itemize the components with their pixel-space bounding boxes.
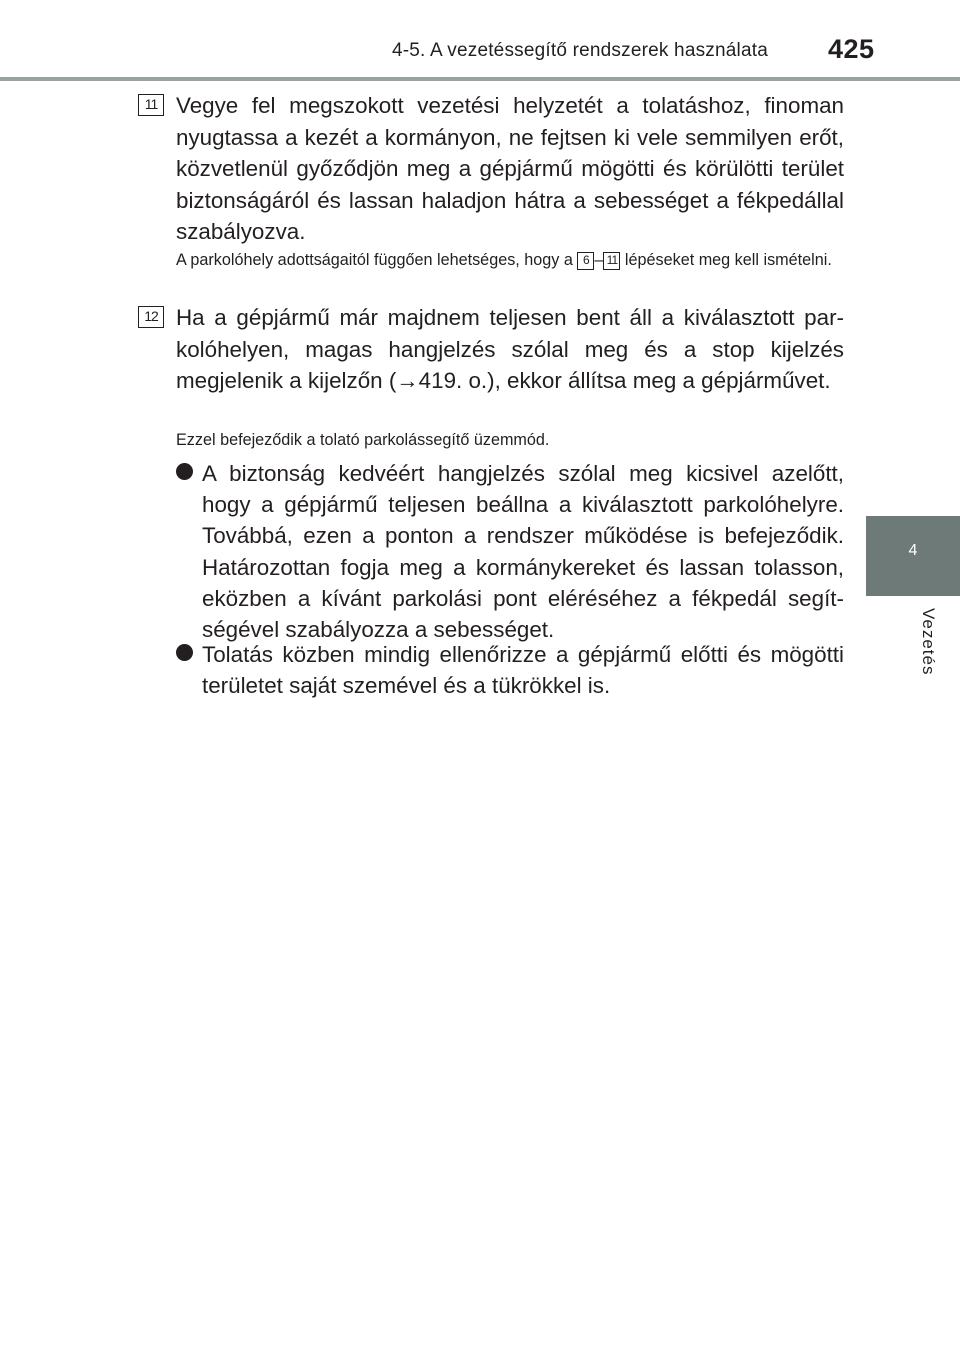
- step-11-note: [176, 250, 844, 270]
- bullet-text: A biztonság kedvéért hangjelzés szólal meg kicsivel azelőtt, hogy a gépjármű teljesen beállna a kiválasztott parkolóhelyre. Továbbá, ezen a ponton a rendszer működése is befejeződik. Határozottan fogja meg a kormánykereket és lassan tolasson, eközben a kívánt parkolási pont eléréséhez a fékpedál segítségével szabályozza a sebességet.: [202, 461, 844, 643]
- step-11-note-before: A parkolóhely adottságaitól függően lehetséges, hogy a: [176, 251, 573, 269]
- note-dash: –: [594, 251, 604, 269]
- step-12-text: Ha a gépjármű már majdnem teljesen bent áll a kiválasztott parkolóhelyen, magas hangjelzés szólal meg és a stop kijelzés megjelenik a kijelzőn (→419. o.), ekkor állítsa meg a gépjárművet.: [176, 305, 844, 393]
- step-11-note-after: lépéseket meg kell ismételni.: [624, 251, 832, 269]
- step-12-note: [176, 430, 844, 450]
- chapter-label: Vezetés: [919, 608, 938, 676]
- bullet-dot-icon: [176, 463, 193, 480]
- chapter-number: 4: [908, 542, 918, 559]
- header-rule: [0, 77, 960, 81]
- chapter-tab: [866, 516, 960, 596]
- page-number: 425: [828, 34, 875, 64]
- note-badge-6: 6: [577, 252, 594, 270]
- step-11-text: Vegye fel megszokott vezetési helyzetét a tolatáshoz, finoman nyugtassa a kezét a kormányon, ne fejtsen ki vele semmilyen erőt, közvetlenül győződjön meg a gépjármű mögötti és körülötti terület biztonságáról és lassan haladjon hátra a sebességet a fékpedállal szabályozva.: [176, 93, 844, 244]
- step-badge-11: 11: [138, 94, 164, 116]
- step-badge-12: 12: [138, 306, 164, 328]
- note-badge-11: 11: [603, 252, 620, 270]
- step-12-note-text: Ezzel befejeződik a tolató parkolássegítő üzemmód.: [176, 431, 550, 449]
- step-11: [176, 90, 844, 248]
- bullet-dot-icon: [176, 644, 193, 661]
- section-title: 4-5. A vezetéssegítő rendszerek használata: [392, 40, 768, 61]
- bullet-item: [176, 458, 844, 645]
- bullet-text: Tolatás közben mindig ellenőrizze a gépjármű előtti és mögötti területet saját szemével és a tükrökkel is.: [202, 642, 844, 699]
- bullet-item: [176, 639, 844, 701]
- step-12: [176, 302, 844, 397]
